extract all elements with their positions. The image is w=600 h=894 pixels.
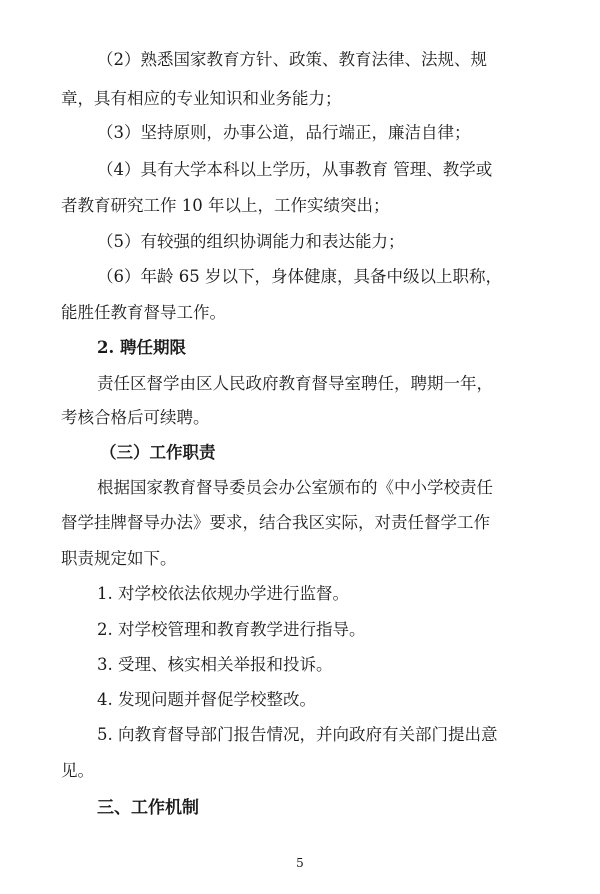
duties-intro-line-3: 职责规定如下。 — [61, 549, 177, 568]
requirement-4-line-2: 者教育研究工作 10 年以上，工作实绩突出； — [61, 196, 390, 215]
duty-item-5-line-2: 见。 — [61, 761, 94, 780]
requirement-4-line-1: （4）具有大学本科以上学历，从事教育 管理、教学或 — [97, 160, 493, 179]
section-work-mechanism-heading: 三、工作机制 — [97, 798, 199, 818]
duty-item-5-line-1: 5. 向教育督导部门报告情况，并向政府有关部门提出意 — [97, 725, 498, 744]
duty-item-1: 1. 对学校依法依规办学进行监督。 — [97, 584, 349, 603]
requirement-2-line-1: （2）熟悉国家教育方针、政策、教育法律、法规、规 — [97, 50, 487, 69]
duty-item-3: 3. 受理、核实相关举报和投诉。 — [97, 655, 333, 674]
section-appointment-term-heading: 2. 聘任期限 — [97, 338, 186, 357]
appointment-term-line-2: 考核合格后可续聘。 — [61, 408, 210, 427]
section-duties-heading: （三）工作职责 — [100, 443, 216, 462]
requirement-6-line-1: （6）年龄 65 岁以下，身体健康，具备中级以上职称， — [97, 267, 502, 286]
requirement-5: （5）有较强的组织协调能力和表达能力； — [97, 232, 405, 251]
page-number: 5 — [296, 856, 304, 870]
duty-item-4: 4. 发现问题并督促学校整改。 — [97, 690, 316, 709]
requirement-3: （3）坚持原则，办事公道，品行端正，廉洁自律； — [97, 123, 471, 142]
duties-intro-line-1: 根据国家教育督导委员会办公室颁布的《中小学校责任 — [97, 478, 493, 497]
duty-item-2: 2. 对学校管理和教育教学进行指导。 — [97, 620, 366, 639]
requirement-2-line-2: 章，具有相应的专业知识和业务能力； — [61, 89, 342, 108]
appointment-term-line-1: 责任区督学由区人民政府教育督导室聘任，聘期一年， — [97, 374, 493, 393]
requirement-6-line-2: 能胜任教育督导工作。 — [61, 303, 226, 322]
duties-intro-line-2: 督学挂牌督导办法》要求，结合我区实际，对责任督学工作 — [61, 513, 490, 532]
